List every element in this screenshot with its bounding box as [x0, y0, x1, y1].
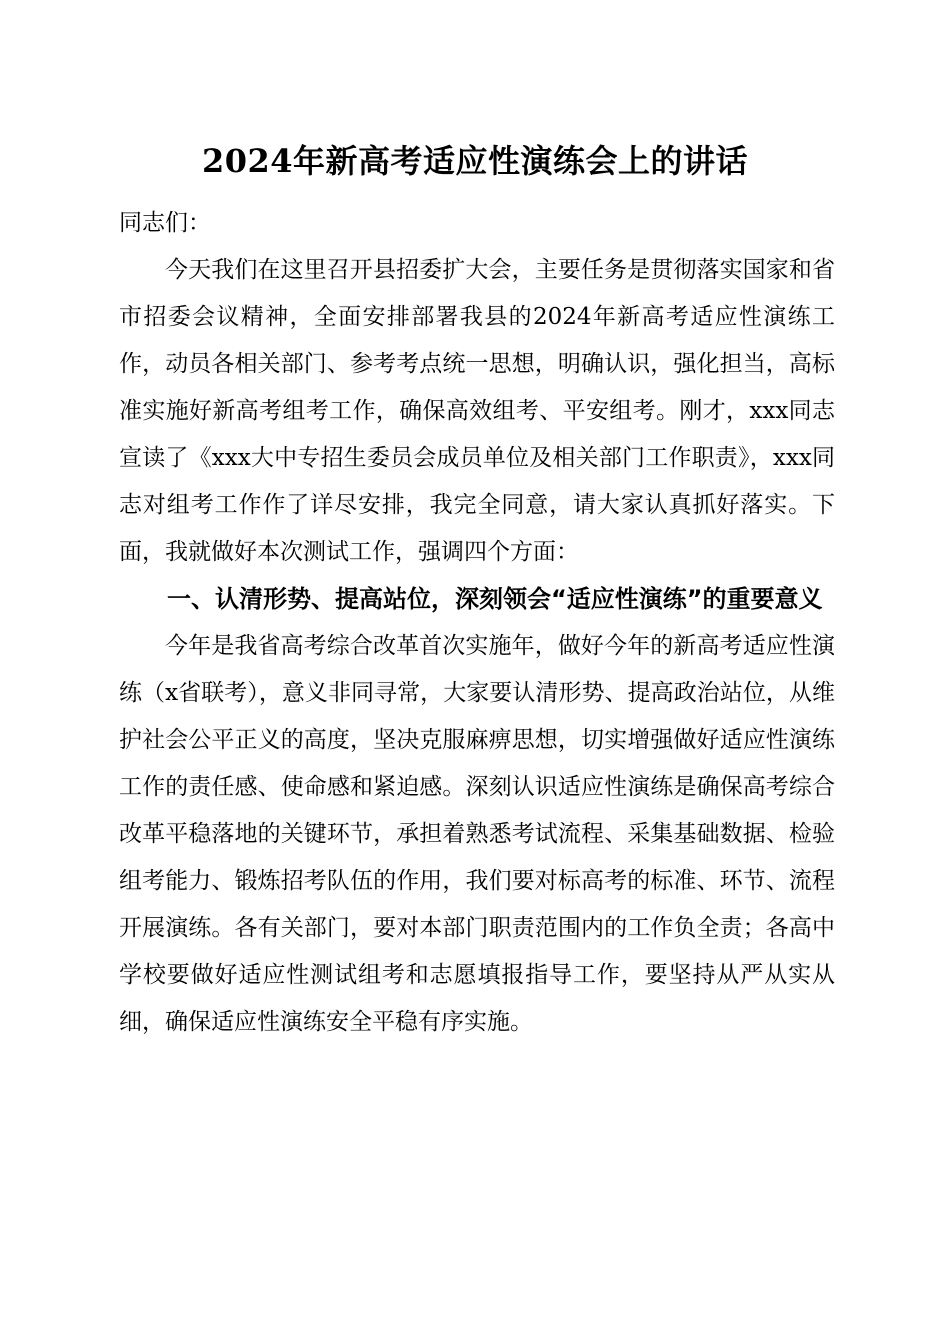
intro-paragraph: 今天我们在这里召开县招委扩大会，主要任务是贯彻落实国家和省市招委会议精神，全面安排部署我县的2024年新高考适应性演练工作，动员各相关部门、参考考点统一思想，明确认识，强化担当，高标准实施好新高考组考工作，确保高效组考、平安组考。刚才，xxx同志宣读了《xxx大中专招生委员会成员单位及相关部门工作职责》，xxx同志对组考工作作了详尽安排，我完全同意，请大家认真抓好落实。下面，我就做好本次测试工作，强调四个方面： [119, 257, 835, 565]
section-paragraph-1: 今年是我省高考综合改革首次实施年，做好今年的新高考适应性演练（x省联考），意义非同寻常，大家要认清形势、提高政治站位，从维护社会公平正义的高度，坚决克服麻痹思想，切实增强做好适应性演练工作的责任感、使命感和紧迫感。深刻认识适应性演练是确保高考综合改革平稳落地的关键环节，承担着熟悉考试流程、采集基础数据、检验组考能力、锻炼招考队伍的作用，我们要对标高考的标准、环节、流程开展演练。各有关部门，要对本部门职责范围内的工作负全责；各高中学校要做好适应性测试组考和志愿填报指导工作，要坚持从严从实从细，确保适应性演练安全平稳有序实施。 [119, 633, 835, 1035]
section-heading-1: 一、认清形势、提高站位，深刻领会“适应性演练”的重要意义 [167, 585, 823, 613]
document-body [119, 200, 835, 1046]
document-title: 2024年新高考适应性演练会上的讲话 [201, 142, 749, 180]
salutation: 同志们： [119, 210, 211, 236]
